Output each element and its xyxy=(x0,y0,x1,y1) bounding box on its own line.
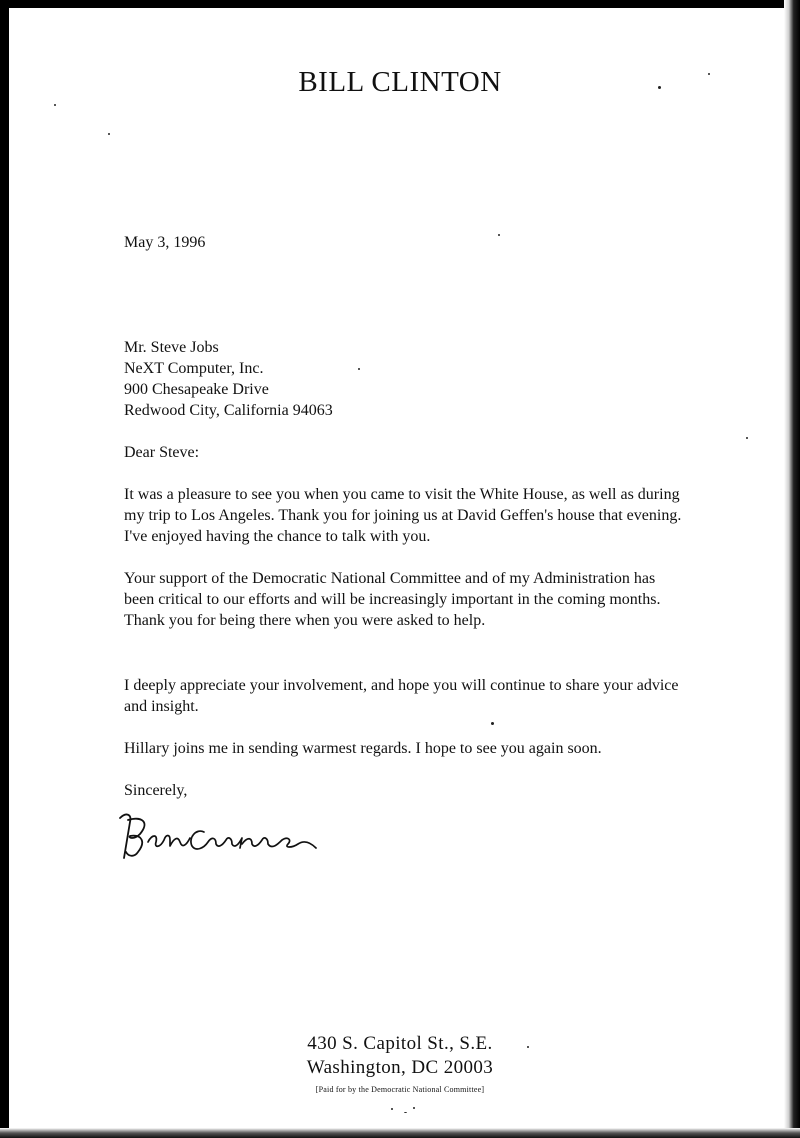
scan-speck xyxy=(391,1108,393,1110)
letterhead-name: BILL CLINTON xyxy=(298,66,502,98)
scan-border-right xyxy=(784,0,800,1138)
footer-address-line2: Washington, DC 20003 xyxy=(306,1057,494,1078)
recipient-company: NeXT Computer, Inc. xyxy=(124,360,264,377)
paid-for-notice: [Paid for by the Democratic National Committee] xyxy=(315,1085,485,1094)
scan-speck xyxy=(54,104,56,106)
paragraph-1: It was a pleasure to see you when you came to visit the White House, as well as during my trip to Los Angeles. Thank you for joining us at David Geffen's house that evening. I've enjoyed having the chance to talk with you. xyxy=(124,486,682,545)
recipient-street: 900 Chesapeake Drive xyxy=(124,381,269,398)
paragraph-4: Hillary joins me in sending warmest regards. I hope to see you again soon. xyxy=(124,740,602,757)
footer-address-line1: 430 S. Capitol St., S.E. xyxy=(307,1033,493,1054)
letter-date: May 3, 1996 xyxy=(124,234,206,251)
paragraph-3: I deeply appreciate your involvement, and hope you will continue to share your advice and insight. xyxy=(124,677,679,715)
recipient-name: Mr. Steve Jobs xyxy=(124,339,219,356)
recipient-city: Redwood City, California 94063 xyxy=(124,402,333,419)
scan-border-bottom xyxy=(0,1128,800,1138)
scan-speck xyxy=(404,1112,407,1113)
scan-speck xyxy=(108,133,110,135)
handwritten-signature xyxy=(112,808,332,868)
scan-border-left xyxy=(0,0,9,1138)
paragraph-2: Your support of the Democratic National Committee and of my Administration has been critical to our efforts and will be increasingly important in the coming months. Thank you for being there when you were asked to help. xyxy=(124,570,661,629)
scan-speck xyxy=(746,437,748,439)
salutation: Dear Steve: xyxy=(124,444,200,461)
recipient-address xyxy=(124,337,684,421)
closing: Sincerely, xyxy=(124,782,188,799)
scan-border-top xyxy=(0,0,800,8)
scan-speck xyxy=(413,1107,415,1109)
footer-address xyxy=(0,1032,800,1097)
scan-speck xyxy=(491,722,494,725)
